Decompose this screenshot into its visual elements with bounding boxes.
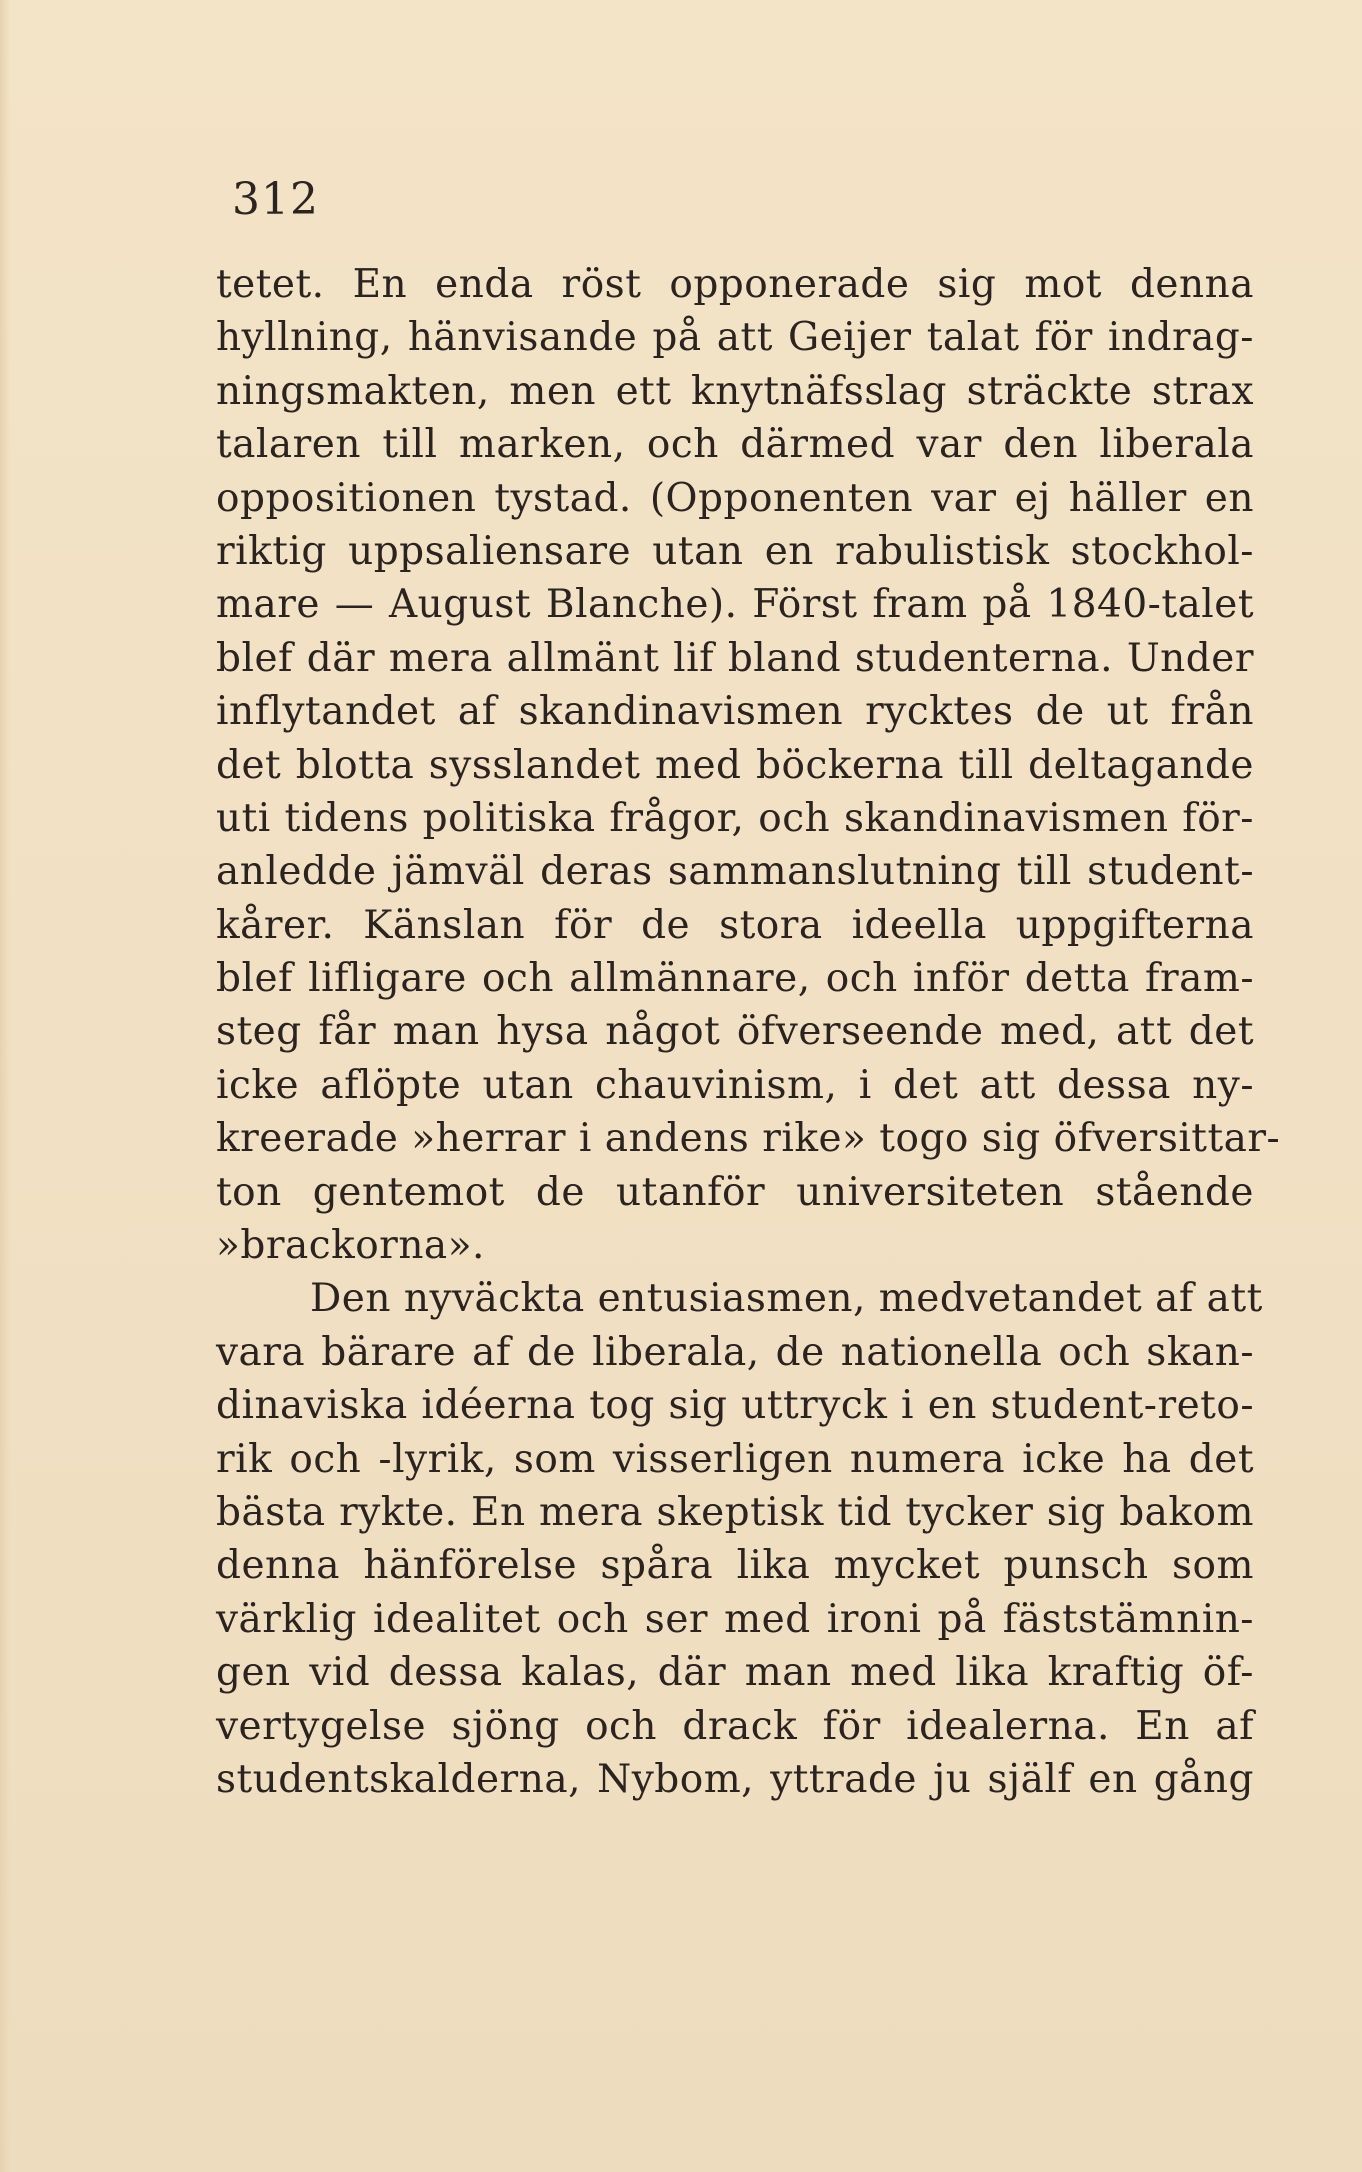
text-line: uti tidens politiska frågor, och skandinavismen för- xyxy=(216,795,1254,841)
text-line: steg får man hysa något öfverseende med, att det xyxy=(216,1009,1254,1055)
text-line: dinaviska idéerna tog sig uttryck i en student-reto- xyxy=(216,1383,1254,1429)
page-number: 312 xyxy=(232,174,319,225)
text-line: kreerade »herrar i andens rike» togo sig öfversittar- xyxy=(216,1116,1281,1162)
text-line: ton gentemot de utanför universiteten stående xyxy=(216,1169,1254,1215)
text-line: denna hänförelse spåra lika mycket punsch som xyxy=(216,1543,1254,1589)
text-line: blef där mera allmänt lif bland studenterna. Under xyxy=(216,635,1254,681)
text-line: oppositionen tystad. (Opponenten var ej häller en xyxy=(216,475,1254,521)
text-line: inflytandet af skandinavismen rycktes de ut från xyxy=(216,689,1254,735)
text-line: kårer. Känslan för de stora ideella uppgifterna xyxy=(216,902,1254,948)
text-line: Den nyväckta entusiasmen, medvetandet af att xyxy=(310,1276,1263,1322)
text-line: det blotta sysslandet med böckerna till deltagande xyxy=(216,742,1254,788)
text-line: icke aflöpte utan chauvinism, i det att dessa ny- xyxy=(216,1062,1254,1108)
text-line: anledde jämväl deras sammanslutning till student- xyxy=(216,849,1254,895)
text-line: gen vid dessa kalas, där man med lika kraftig öf- xyxy=(216,1650,1254,1696)
text-line: studentskalderna, Nybom, yttrade ju själf en gång xyxy=(216,1756,1254,1802)
text-line: tetet. En enda röst opponerade sig mot denna xyxy=(216,262,1254,307)
text-line: mare — August Blanche). Först fram på 1840-talet xyxy=(216,582,1254,628)
text-line: vertygelse sjöng och drack för idealerna. En af xyxy=(216,1703,1254,1749)
text-line: hyllning, hänvisande på att Geijer talat för indrag- xyxy=(216,315,1254,361)
text-line: vara bärare af de liberala, de nationella och skan- xyxy=(216,1329,1254,1375)
text-line: värklig idealitet och ser med ironi på fäststämnin- xyxy=(216,1596,1254,1642)
text-line: bästa rykte. En mera skeptisk tid tycker sig bakom xyxy=(216,1489,1254,1535)
text-line: blef lifligare och allmännare, och inför detta fram- xyxy=(216,956,1254,1002)
text-line: »brackorna». xyxy=(216,1223,485,1269)
text-line: talaren till marken, och därmed var den liberala xyxy=(216,422,1254,468)
body-text xyxy=(216,258,1281,1806)
text-line: rik och -lyrik, som visserligen numera icke ha det xyxy=(216,1436,1254,1482)
text-line: riktig uppsaliensare utan en rabulistisk stockhol- xyxy=(216,528,1254,574)
page-edge-shadow xyxy=(0,0,10,2172)
text-line: ningsmakten, men ett knytnäfsslag sträckte strax xyxy=(216,368,1254,414)
